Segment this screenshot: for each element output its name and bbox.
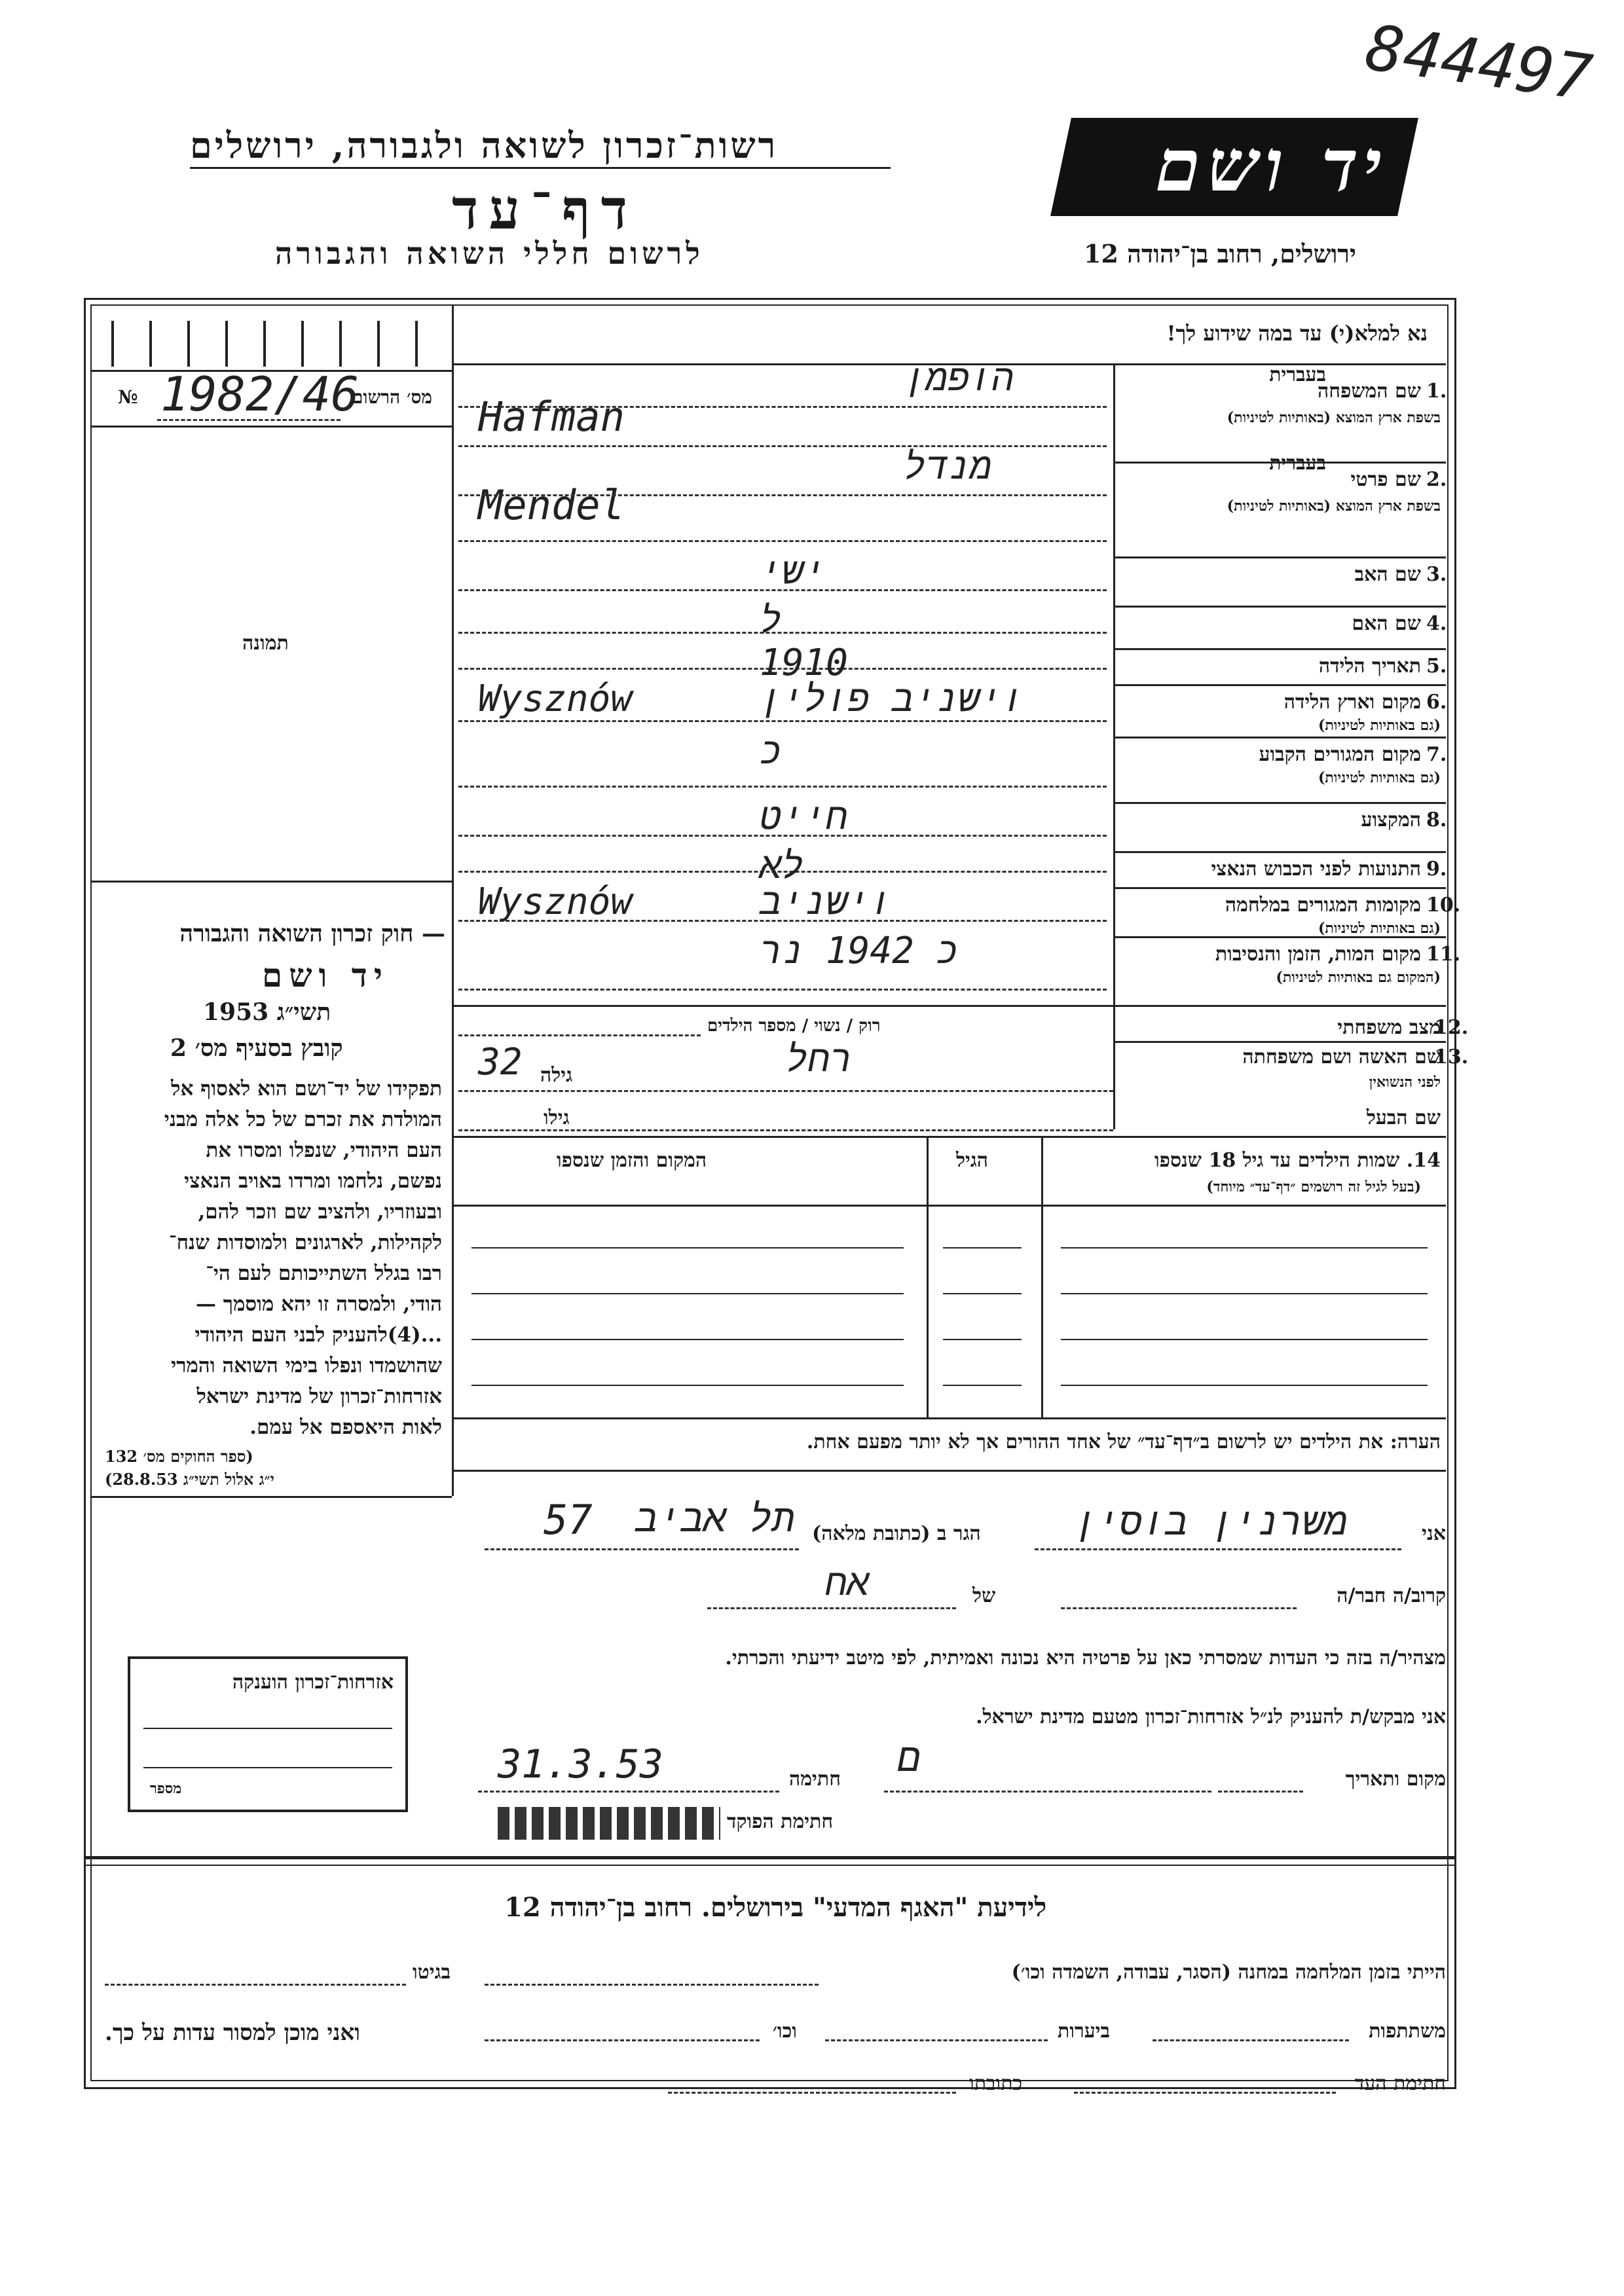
header-address: ירושלים, רחוב בן־יהודה 12: [1084, 239, 1356, 268]
field-8-value[interactable]: חייט: [760, 795, 848, 838]
signature-label: חתימה: [789, 1768, 841, 1791]
officer-stamp: [498, 1807, 720, 1840]
child-row-line[interactable]: [1061, 1293, 1428, 1294]
field-10-num: 10.: [1426, 894, 1461, 917]
field-2-latin-value[interactable]: Mendel: [478, 481, 625, 529]
children-note: הערה: את הילדים יש לרשום ב״דף־עד״ של אחד ההורים אך לא יותר מפעם אחת.: [806, 1430, 1441, 1453]
law-line: רבו בגלל השתייכותם לעם הי־: [206, 1262, 442, 1285]
field-4-label: שם האם: [1352, 612, 1421, 635]
field-2-hebrew-tag: בעברית: [1269, 452, 1326, 475]
footer-divider: [84, 1856, 1455, 1859]
child-row-line[interactable]: [1061, 1247, 1428, 1248]
child-place-line[interactable]: [471, 1339, 904, 1340]
law-reference: (ספר החוקים מס׳ 132: [105, 1447, 253, 1466]
field-13-label: שם האשה ושם משפחתה: [1242, 1046, 1441, 1068]
stamp-number-label: מספר: [150, 1780, 182, 1797]
children-place-header: המקום והזמן שנספו: [557, 1149, 707, 1172]
field-12-num: 12.: [1434, 1016, 1469, 1039]
child-row-line[interactable]: [1061, 1339, 1428, 1340]
footer-forest-field[interactable]: [825, 2039, 1048, 2041]
registration-label: מס׳ הרשום: [351, 386, 432, 408]
footer-line1: הייתי בזמן המלחמה במחנה (הסגר, עבודה, השמדה וכו׳): [1011, 1961, 1446, 1984]
request-text: אני מבקש/ת להעניק לנ״ל אזרחות־זכרון מטעם מדינת ישראל.: [976, 1705, 1446, 1728]
footer-title: לידיעת "האגף המדעי" בירושלים. רחוב בן־יהודה 12: [504, 1892, 1047, 1923]
field-2-hebrew-value[interactable]: מנדל: [904, 445, 992, 488]
yad-vashem-logo: [1050, 118, 1418, 216]
field-1-sub: בשפת ארץ המוצא (באותיות לטיניות): [1227, 409, 1441, 426]
field-9-value[interactable]: לא: [760, 845, 804, 887]
wife-name-value[interactable]: רחל: [786, 1038, 852, 1080]
residing-value[interactable]: תל אביב: [635, 1496, 795, 1540]
field-8-num: 8.: [1426, 809, 1447, 831]
residing-label: הגר ב (כתובת מלאה): [812, 1522, 981, 1545]
field-1-hebrew-tag: בעברית: [1269, 363, 1326, 386]
field-7-sub: (גם באותיות לטיניות): [1318, 769, 1441, 786]
field-12-label: מצב משפחתי: [1337, 1016, 1441, 1039]
law-clause: קובץ בסעיף מס׳ 2: [170, 1034, 343, 1062]
field-13-sub: לפני הנשואין: [1369, 1074, 1441, 1091]
children-sub: (בעל לגיל זה רושמים ״דף־עד״ מיוחד): [1206, 1178, 1421, 1195]
footer-line2c: וכו׳: [773, 2020, 797, 2043]
residing-number: 57: [544, 1496, 593, 1544]
footer-line2a: משתתפות: [1369, 2020, 1446, 2043]
law-title: — חוק זכרון השואה והגבורה: [179, 920, 445, 947]
field-3-value[interactable]: ישי: [760, 550, 826, 592]
field-7-value[interactable]: כ: [760, 730, 782, 773]
law-line: לאות היאספם אל עמם.: [249, 1415, 442, 1439]
wife-age-label: גילה: [540, 1064, 573, 1087]
form-instruction: נא למלא(י) עד במה שידוע לך!: [1166, 321, 1428, 346]
left-panel-divider: [452, 304, 454, 1496]
field-2-sub: בשפת ארץ המוצא (באותיות לטיניות): [1227, 498, 1441, 515]
field-13-num: 13.: [1434, 1046, 1469, 1068]
field-6-num: 6.: [1426, 691, 1447, 714]
child-place-line[interactable]: [471, 1247, 904, 1248]
signature-value: ﬦ: [897, 1735, 921, 1781]
law-line: ובעוזריו, ולהציב שם וזכר להם,: [198, 1200, 442, 1224]
marital-status-options[interactable]: רוק / נשוי / מספר הילדים: [707, 1016, 881, 1036]
husband-age-label: גילו: [544, 1106, 570, 1129]
relation-prefix: של: [972, 1584, 996, 1607]
child-row-line[interactable]: [1061, 1385, 1428, 1386]
wife-age-value[interactable]: 32: [478, 1041, 523, 1084]
field-6-label: מקום וארץ הלידה: [1283, 691, 1421, 714]
registration-ticks: [111, 321, 439, 367]
law-line: העם היהודי, שנפלו ומסרו את: [206, 1139, 442, 1162]
signature-field[interactable]: [884, 1791, 1211, 1793]
footer-address-field[interactable]: [668, 2092, 956, 2094]
place-date-label: מקום ותאריך: [1345, 1768, 1446, 1791]
relation-value[interactable]: אח: [825, 1561, 870, 1604]
footer-ghetto-field[interactable]: [105, 1984, 406, 1986]
archive-number: 844497: [1361, 10, 1596, 115]
footer-line3b: כתובתו: [969, 2072, 1023, 2095]
relation-label: קרוב/ה חבר/ה: [1337, 1584, 1446, 1607]
labels-divider: [1113, 363, 1115, 1129]
photo-label: תמונה: [242, 632, 289, 655]
logo-text: יד ושם: [1147, 123, 1398, 208]
law-line: הודי, ולמסרה זו יהא מוסמך —: [195, 1292, 442, 1316]
registration-prefix: №: [118, 386, 138, 408]
field-10-value[interactable]: וישניב: [760, 881, 892, 923]
field-3-num: 3.: [1426, 563, 1447, 586]
citizenship-stamp-title: אזרחות־זכרון הוענקה: [232, 1671, 394, 1694]
field-1-label: שם המשפחה: [1317, 380, 1421, 403]
registration-number: 1982/46: [160, 367, 360, 422]
field-11-sub: (המקום גם באותיות לטיניות): [1276, 969, 1441, 986]
children-count-field[interactable]: [458, 1034, 701, 1036]
declarant-label: אני: [1422, 1522, 1446, 1545]
child-age-line[interactable]: [943, 1385, 1022, 1386]
field-7-num: 7.: [1426, 743, 1447, 766]
declaration-text: מצהיר/ה בזה כי העדות שמסרתי כאן על פרטיה היא נכונה ואמיתית, לפי מיטב ידיעתי והכרתי.: [725, 1647, 1446, 1669]
field-8-label: המקצוע: [1361, 809, 1421, 831]
law-line: נפשם, נלחמו ומרדו באויב הנאצי: [184, 1169, 442, 1193]
field-6-value[interactable]: וישניב פולין: [760, 678, 1024, 720]
field-10-label: מקומות המגורים במלחמה: [1225, 894, 1421, 917]
institution-underline: [190, 167, 891, 169]
field-10-latin-value[interactable]: Wysznów: [478, 881, 633, 923]
law-line: ...(4)להעניק לבני העם היהודי: [194, 1323, 442, 1347]
law-line: המולדת את זכרם של כל אלה מבני: [164, 1108, 442, 1131]
footer-line2-end: ואני מוכן למסור עדות על כך.: [105, 2020, 360, 2046]
field-9-label: התנועות לפני הכבוש הנאצי: [1211, 858, 1421, 881]
field-11-num: 11.: [1426, 943, 1461, 966]
children-title: 14. שמות הילדים עד גיל 18 שנספו: [1154, 1149, 1441, 1172]
date-value[interactable]: 31.3.53: [498, 1741, 663, 1787]
footer-partisan-field[interactable]: [1153, 2039, 1349, 2041]
law-line: אזרחות־זכרון של מדינת ישראל: [196, 1385, 442, 1408]
child-age-line[interactable]: [943, 1247, 1022, 1248]
footer-line1-end: בגיטו: [413, 1961, 451, 1984]
field-2-label: שם פרטי: [1350, 468, 1421, 491]
field-5-value[interactable]: 1910: [760, 642, 848, 684]
institution-name: רשות־זכרון לשואה ולגבורה, ירושלים: [190, 124, 779, 166]
field-4-value[interactable]: ל: [760, 599, 782, 642]
field-6-sub: (גם באותיות לטיניות): [1318, 717, 1441, 734]
husband-label: שם הבעל: [1366, 1106, 1441, 1129]
field-6-latin-value[interactable]: Wysznów: [478, 678, 633, 720]
field-9-num: 9.: [1426, 858, 1447, 881]
footer-line2b: ביערות: [1058, 2020, 1111, 2043]
field-5-num: 5.: [1426, 655, 1447, 678]
law-line: תפקידו של יד־ושם הוא לאסוף אל: [171, 1077, 442, 1101]
field-7-label: מקום המגורים הקבוע: [1259, 743, 1421, 766]
child-age-line[interactable]: [943, 1339, 1022, 1340]
law-text: [98, 1074, 442, 1443]
law-line: לקהילות, לארגונים ולמוסדות שנח־: [168, 1231, 442, 1254]
footer-line3a: חתימת העד: [1354, 2072, 1446, 2095]
footer-witness-signature-field[interactable]: [1074, 2092, 1336, 2094]
field-1-latin-value[interactable]: Hafman: [478, 393, 625, 441]
law-line: שהושמדו ונפלו בימי השואה והמרי: [171, 1354, 442, 1377]
form-subtitle: לרשום חללי השואה והגבורה: [275, 236, 704, 271]
field-11-value[interactable]: כ 1942 נר: [760, 930, 959, 972]
field-3-label: שם האב: [1354, 563, 1421, 586]
officer-signature-label: חתימת הפוקד: [727, 1810, 834, 1833]
law-name: יד ושם: [262, 956, 389, 994]
child-age-line[interactable]: [943, 1293, 1022, 1294]
field-2-num: 2.: [1426, 468, 1447, 491]
footer-camp-field[interactable]: [485, 1984, 819, 1986]
field-10-sub: (גם באותיות לטיניות): [1318, 920, 1441, 937]
field-11-label: מקום המות, הזמן והנסיבות: [1215, 943, 1421, 966]
citizenship-stamp-box: [128, 1656, 408, 1812]
child-place-line[interactable]: [471, 1385, 904, 1386]
field-5-label: תאריך הלידה: [1318, 655, 1421, 678]
field-1-hebrew-value[interactable]: הופמן: [904, 357, 1014, 399]
declarant-name[interactable]: משרנין בוסין: [1074, 1499, 1348, 1544]
child-place-line[interactable]: [471, 1293, 904, 1294]
field-1-num: 1.: [1426, 380, 1447, 403]
law-year: תשי״ג 1953: [203, 998, 331, 1026]
field-4-num: 4.: [1426, 612, 1447, 635]
husband-field[interactable]: [458, 1129, 1113, 1131]
law-reference-date: י״ג אלול תשי״ג 28.8.53): [105, 1470, 274, 1489]
children-age-header: הגיל: [956, 1149, 989, 1172]
form-title: דף־עד: [452, 177, 638, 242]
